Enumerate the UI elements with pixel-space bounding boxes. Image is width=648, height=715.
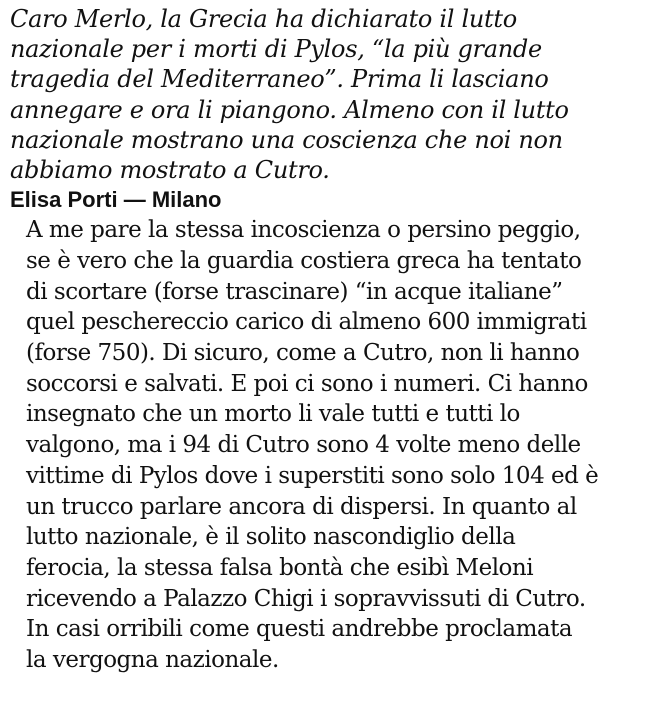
letter-article <box>10 4 640 676</box>
answer-line: (forse 750). Di sicuro, come a Cutro, non li hanno <box>26 340 580 367</box>
answer-line: di scortare (forse trascinare) “in acque italiane” <box>26 278 563 305</box>
answer-line: vittime di Pylos dove i superstiti sono solo 104 ed è <box>26 462 599 489</box>
reader-question <box>10 4 640 185</box>
question-line: tragedia del Mediterraneo”. Prima li lasciano <box>10 65 549 94</box>
answer-line: A me pare la stessa incoscienza o persino peggio, <box>26 217 581 244</box>
question-line: nazionale mostrano una coscienza che noi non <box>10 125 563 154</box>
answer-line: ferocia, la stessa falsa bontà che esibì Meloni <box>26 554 534 581</box>
answer-line: un trucco parlare ancora di dispersi. In quanto al <box>26 493 577 520</box>
letter-author: Elisa Porti — Milano <box>10 187 222 213</box>
editor-answer <box>10 215 640 676</box>
answer-line: quel peschereccio carico di almeno 600 immigrati <box>26 309 587 336</box>
answer-line: lutto nazionale, è il solito nascondiglio della <box>26 524 516 551</box>
answer-line: se è vero che la guardia costiera greca ha tentato <box>26 247 582 274</box>
answer-line: insegnato che un morto li vale tutti e tutti lo <box>26 401 520 428</box>
answer-line: In casi orribili come questi andrebbe proclamata <box>26 616 573 643</box>
answer-line: valgono, ma i 94 di Cutro sono 4 volte meno delle <box>26 432 581 459</box>
question-line: Caro Merlo, la Grecia ha dichiarato il lutto <box>10 5 517 33</box>
answer-line: la vergogna nazionale. <box>26 647 279 674</box>
question-line: nazionale per i morti di Pylos, “la più grande <box>10 35 542 64</box>
answer-line: ricevendo a Palazzo Chigi i sopravvissuti di Cutro. <box>26 585 586 612</box>
answer-line: soccorsi e salvati. E poi ci sono i numeri. Ci hanno <box>26 370 588 397</box>
question-line: abbiamo mostrato a Cutro. <box>10 156 330 185</box>
question-line: annegare e ora li piangono. Almeno con il lutto <box>10 95 569 124</box>
